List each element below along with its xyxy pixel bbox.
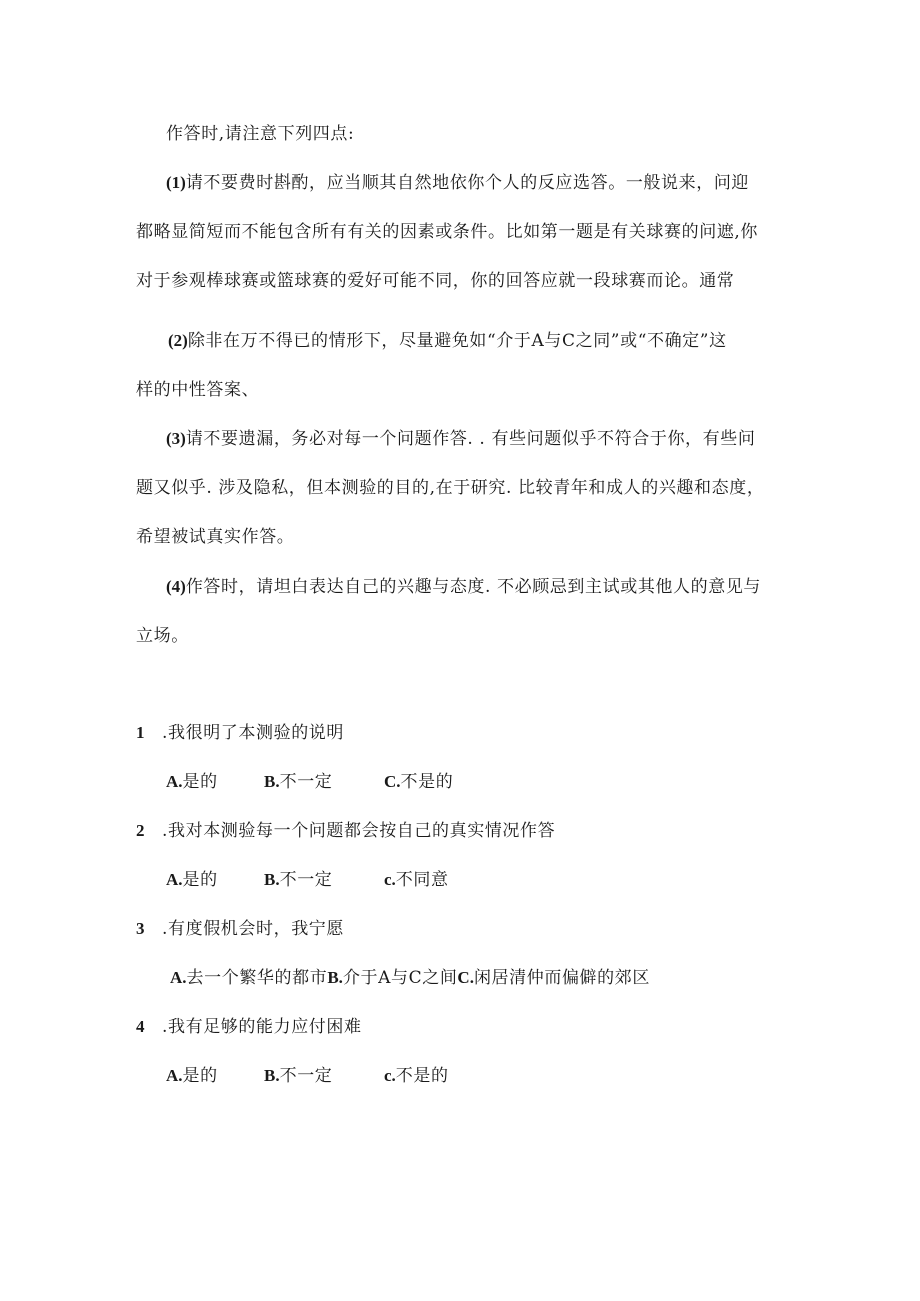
question-1-text: .我很明了本测验的说明 bbox=[162, 723, 345, 743]
question-2 bbox=[136, 820, 555, 842]
question-3 bbox=[136, 918, 344, 940]
point-4-number: (4) bbox=[166, 577, 186, 596]
question-3-option-c-letter: C. bbox=[457, 968, 474, 987]
point-4-line-1: (4)作答时，请坦白表达自己的兴趣与态度. 不必顾忌到主试或其他人的意见与 bbox=[166, 577, 762, 597]
point-4-line-2: 立场。 bbox=[136, 626, 189, 646]
question-3-option-a-text: 去一个繁华的都市 bbox=[186, 968, 328, 988]
instructions-heading: 作答时,请注意下列四点: bbox=[166, 124, 355, 144]
question-3-option-b-letter: B. bbox=[327, 968, 343, 987]
question-3-option-b-text: 介于A与C之间 bbox=[342, 968, 458, 988]
point-1-line-2: 都略显简短而不能包含所有有关的因素或条件。比如第一题是有关球赛的问遮,你 bbox=[136, 222, 759, 242]
question-2-number: 2 bbox=[136, 821, 145, 840]
question-2-text: .我对本测验每一个问题都会按自己的真实情况作答 bbox=[162, 821, 556, 841]
question-4 bbox=[136, 1016, 362, 1038]
question-4-number: 4 bbox=[136, 1017, 145, 1036]
question-2-option-c: c.不同意 bbox=[384, 870, 449, 890]
question-3-option-c-text: 闲居清仲而偏僻的郊区 bbox=[473, 968, 650, 988]
question-1 bbox=[136, 722, 344, 744]
point-3-line-1: (3)请不要遗漏，务必对每一个问题作答. . 有些问题似乎不符合于你，有些问 bbox=[166, 429, 756, 449]
question-4-text: .我有足够的能力应付困难 bbox=[162, 1017, 362, 1037]
point-2-number: (2) bbox=[168, 331, 188, 350]
point-3-line-2: 题又似乎. 涉及隐私，但本测验的目的,在于研究. 比较青年和成人的兴趣和态度， bbox=[136, 478, 765, 498]
question-1-option-b: B.不一定 bbox=[264, 772, 333, 792]
question-4-option-b: B.不一定 bbox=[264, 1066, 333, 1086]
question-3-text: .有度假机会时，我宁愿 bbox=[162, 919, 345, 939]
question-1-number: 1 bbox=[136, 723, 145, 742]
point-2-line-2: 样的中性答案、 bbox=[136, 380, 260, 400]
point-2-line-1: (2)除非在万不得已的情形下，尽量避免如“介于A与C之同”或“不确定”这 bbox=[168, 331, 727, 351]
question-1-option-a: A.是的 bbox=[166, 772, 218, 792]
question-2-option-a: A.是的 bbox=[166, 870, 218, 890]
point-1-line-3: 对于参观棒球赛或篮球赛的爱好可能不同，你的回答应就一段球赛而论。通常 bbox=[136, 271, 735, 291]
question-3-option-a-letter: A. bbox=[170, 968, 187, 987]
point-3-number: (3) bbox=[166, 429, 186, 448]
point-1-number: (1) bbox=[166, 173, 186, 192]
question-2-option-b: B.不一定 bbox=[264, 870, 333, 890]
question-1-option-c: C.不是的 bbox=[384, 772, 454, 792]
question-3-options bbox=[170, 967, 650, 989]
question-3-number: 3 bbox=[136, 919, 145, 938]
question-4-option-a: A.是的 bbox=[166, 1066, 218, 1086]
question-4-option-c: c.不是的 bbox=[384, 1066, 449, 1086]
point-3-line-3: 希望被试真实作答。 bbox=[136, 527, 295, 547]
point-1-line-1: (1)请不要费时斟酌，应当顺其自然地依你个人的反应选答。一般说来，问迎 bbox=[166, 173, 750, 193]
